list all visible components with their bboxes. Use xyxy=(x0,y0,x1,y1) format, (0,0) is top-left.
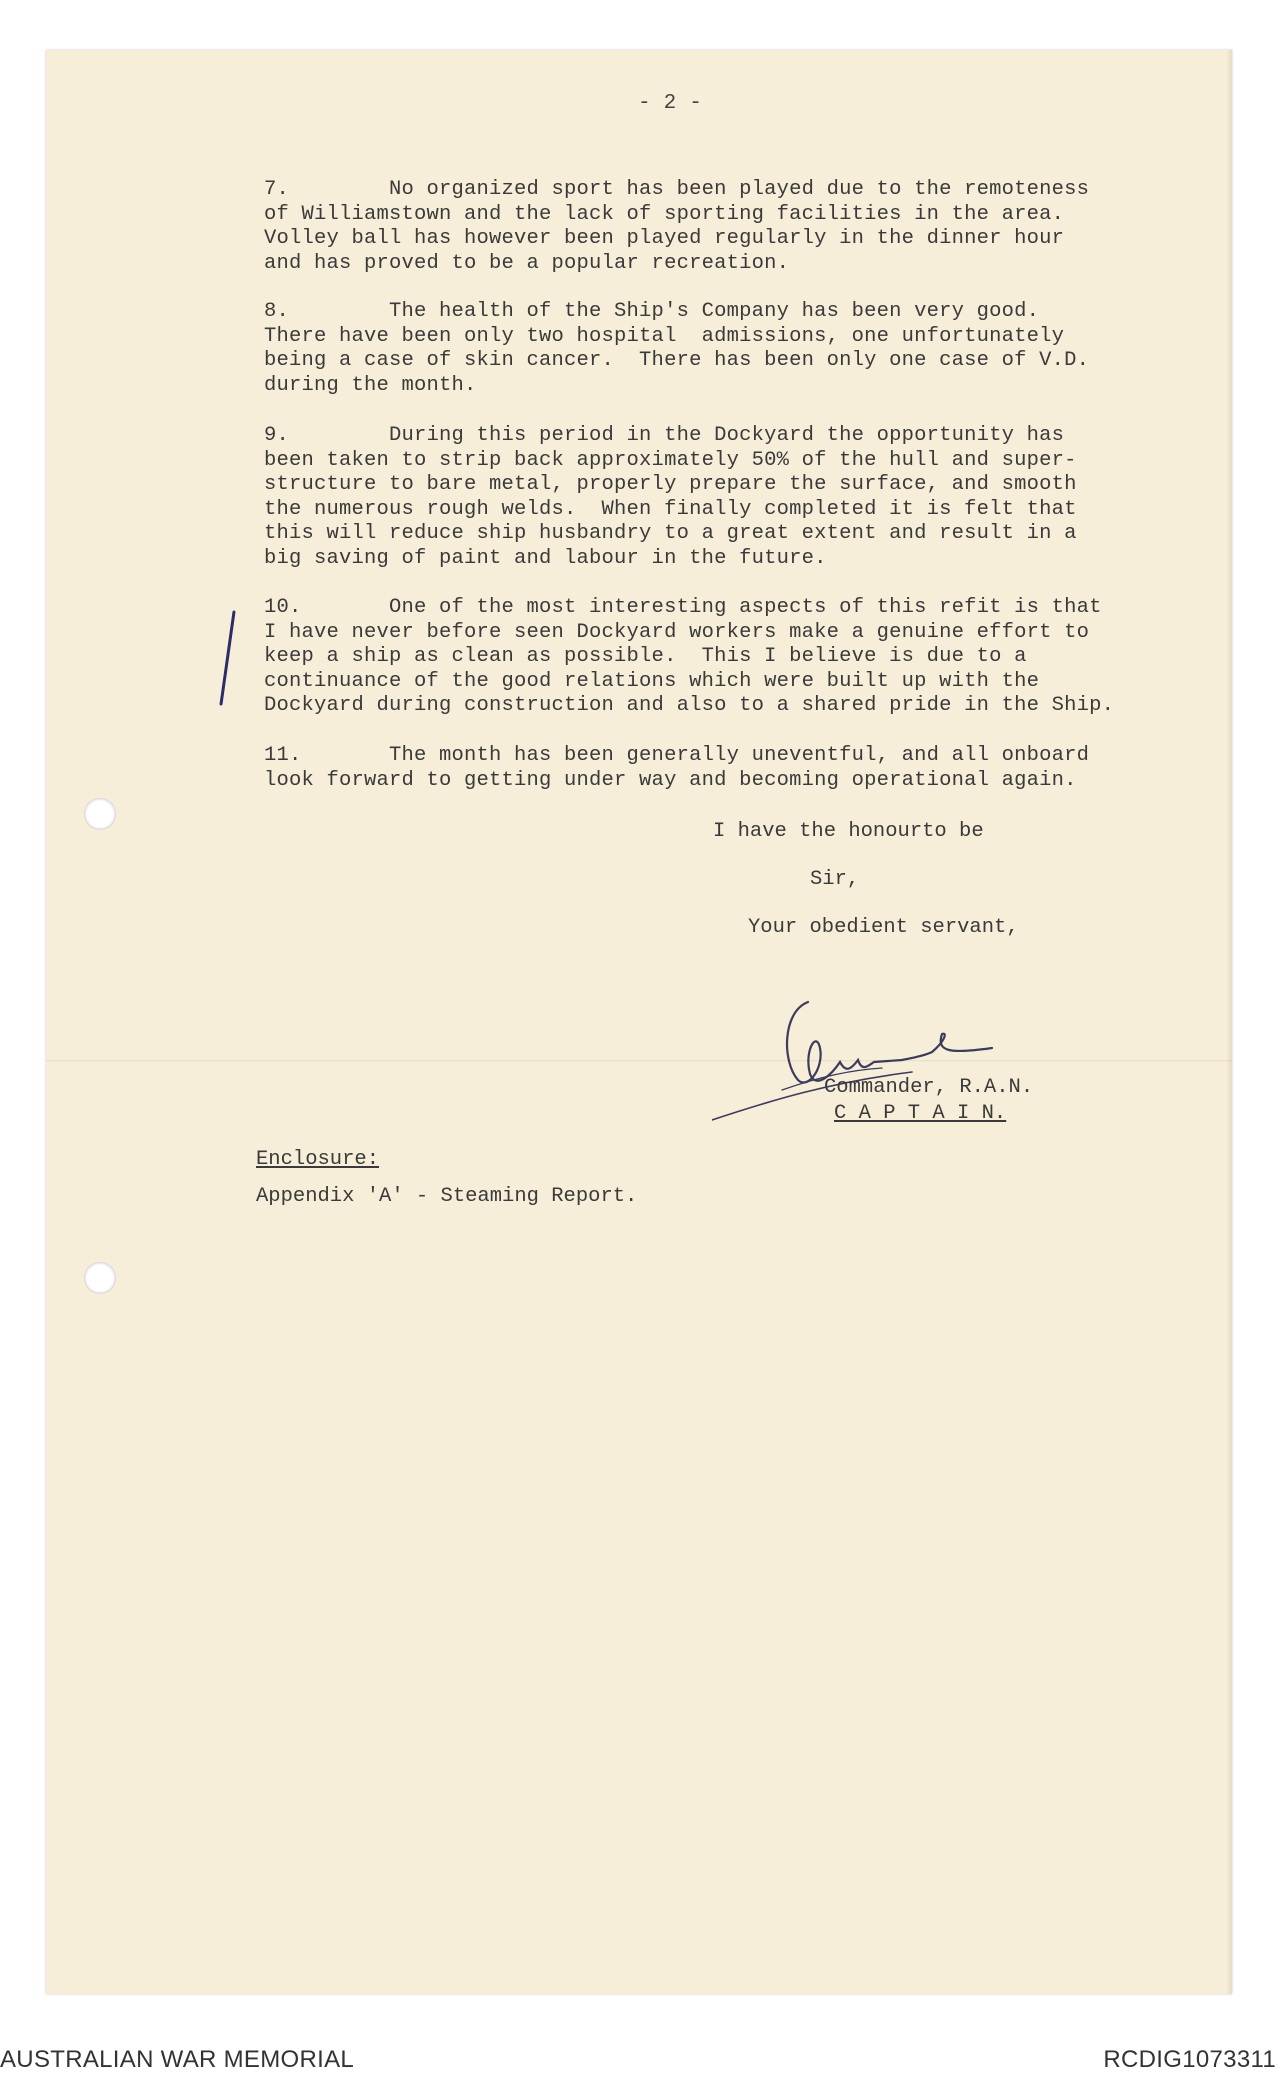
punch-hole-bottom xyxy=(84,1262,116,1294)
closing-honour: I have the honourto be xyxy=(713,820,984,843)
paragraph-line: of Williamstown and the lack of sporting facilities in the area. xyxy=(264,202,1065,226)
footer-reference: RCDIG1073311 xyxy=(1103,2046,1276,2073)
paragraph-line: this will reduce ship husbandry to a great extent and result in a xyxy=(264,522,1077,545)
paragraph-line: being a case of skin cancer. There has been only one case of V.D. xyxy=(264,349,1090,372)
closing-sir: Sir, xyxy=(810,868,860,891)
paragraph-7 xyxy=(264,178,1104,276)
paragraph-line: There have been only two hospital admissions, one unfortunately xyxy=(264,324,1065,348)
punch-hole-top xyxy=(84,798,116,830)
enclosure-heading: Enclosure: xyxy=(256,1148,380,1171)
paragraph-10 xyxy=(264,596,1115,719)
paragraph-line: structure to bare metal, properly prepare the surface, and smooth xyxy=(264,473,1077,496)
paragraph-line: 7. No organized sport has been played due to the remoteness xyxy=(264,178,1090,201)
paragraph-line: big saving of paint and labour in the future. xyxy=(264,546,827,570)
paragraph-line: look forward to getting under way and becoming operational again. xyxy=(264,768,1077,792)
document-page xyxy=(46,50,1232,1994)
paragraph-line: Volley ball has however been played regularly in the dinner hour xyxy=(264,227,1065,250)
signatory-title: C A P T A I N. xyxy=(834,1102,1007,1125)
paragraph-line: the numerous rough welds. When finally completed it is felt that xyxy=(264,497,1077,521)
paragraph-line: Dockyard during construction and also to a shared pride in the Ship. xyxy=(264,694,1115,717)
paragraph-line: 11. The month has been generally uneventful, and all onboard xyxy=(264,744,1090,767)
paragraph-line: 10. One of the most interesting aspects of this refit is that xyxy=(264,596,1102,619)
paragraph-line: been taken to strip back approximately 50% of the hull and super- xyxy=(264,448,1077,472)
paragraph-line: during the month. xyxy=(264,373,477,397)
paragraph-line: continuance of the good relations which were built up with the xyxy=(264,669,1040,693)
paragraph-9 xyxy=(264,424,1104,571)
paragraph-8 xyxy=(264,300,1104,398)
paragraph-line: 8. The health of the Ship's Company has been very good. xyxy=(264,300,1040,323)
closing-servant: Your obedient servant, xyxy=(748,916,1019,939)
paragraph-line: I have never before seen Dockyard workers make a genuine effort to xyxy=(264,620,1090,644)
signatory-rank: Commander, R.A.N. xyxy=(824,1076,1034,1099)
margin-pen-mark xyxy=(219,610,235,705)
paragraph-line: 9. During this period in the Dockyard the opportunity has xyxy=(264,424,1065,447)
page-edge-shadow xyxy=(1226,50,1232,1994)
paragraph-line: and has proved to be a popular recreation. xyxy=(264,251,790,275)
enclosure-block xyxy=(256,1148,637,1208)
page-number: - 2 - xyxy=(638,92,703,115)
footer-institution: AUSTRALIAN WAR MEMORIAL xyxy=(0,2046,355,2073)
paragraph-11 xyxy=(264,744,1104,793)
paragraph-line: keep a ship as clean as possible. This I believe is due to a xyxy=(264,645,1027,668)
enclosure-item: Appendix 'A' - Steaming Report. xyxy=(256,1185,638,1208)
